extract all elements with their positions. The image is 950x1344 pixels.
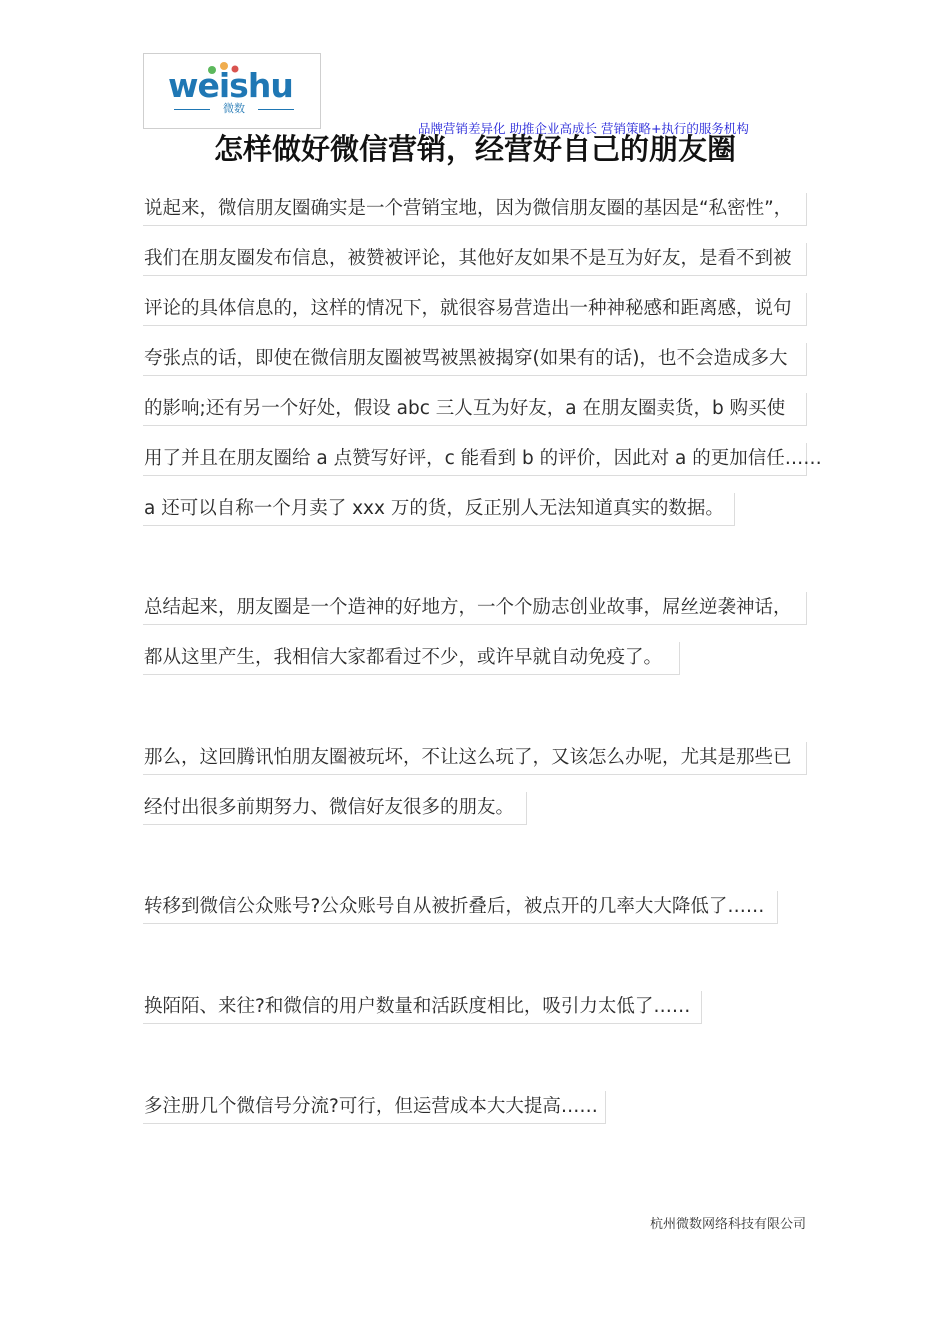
text-line: 用了并且在朋友圈给 a 点赞写好评，c 能看到 b 的评价，因此对 a 的更加信任…… (143, 443, 807, 476)
text-line: 总结起来，朋友圈是一个造神的好地方，一个个励志创业故事，屌丝逆袭神话， (143, 592, 807, 625)
text-line: 经付出很多前期努力、微信好友很多的朋友。 (143, 792, 527, 825)
footer-company-name: 杭州微数网络科技有限公司 (649, 1217, 806, 1232)
text-line: 夸张点的话，即使在微信朋友圈被骂被黑被揭穿(如果有的话)，也不会造成多大 (143, 343, 807, 376)
text-line: a 还可以自称一个月卖了 xxx 万的货，反正别人无法知道真实的数据。 (143, 493, 735, 526)
text-line: 都从这里产生，我相信大家都看过不少，或许早就自动免疫了。 (143, 642, 680, 675)
text-line: 多注册几个微信号分流?可行，但运营成本大大提高…… (143, 1091, 606, 1124)
text-line: 的影响;还有另一个好处，假设 abc 三人互为好友，a 在朋友圈卖货，b 购买使 (143, 393, 807, 426)
logo-subtitle: 微数 (174, 102, 294, 116)
company-logo (143, 53, 321, 129)
logo-wordmark: weishu (168, 66, 293, 105)
text-line: 换陌陌、来往?和微信的用户数量和活跃度相比，吸引力太低了…… (143, 991, 702, 1024)
document-title: 怎样做好微信营销，经营好自己的朋友圈 (213, 132, 736, 166)
header-slogan: 品牌营销差异化 助推企业高成长 营销策略+执行的服务机构 (418, 121, 749, 136)
text-line: 转移到微信公众账号?公众账号自从被折叠后，被点开的几率大大降低了…… (143, 891, 778, 924)
text-line: 那么，这回腾讯怕朋友圈被玩坏，不让这么玩了，又该怎么办呢，尤其是那些已 (143, 742, 807, 775)
text-line: 我们在朋友圈发布信息，被赞被评论，其他好友如果不是互为好友，是看不到被 (143, 243, 807, 276)
text-line: 说起来，微信朋友圈确实是一个营销宝地，因为微信朋友圈的基因是“私密性”， (143, 193, 807, 226)
text-line: 评论的具体信息的，这样的情况下，就很容易营造出一种神秘感和距离感，说句 (143, 293, 807, 326)
